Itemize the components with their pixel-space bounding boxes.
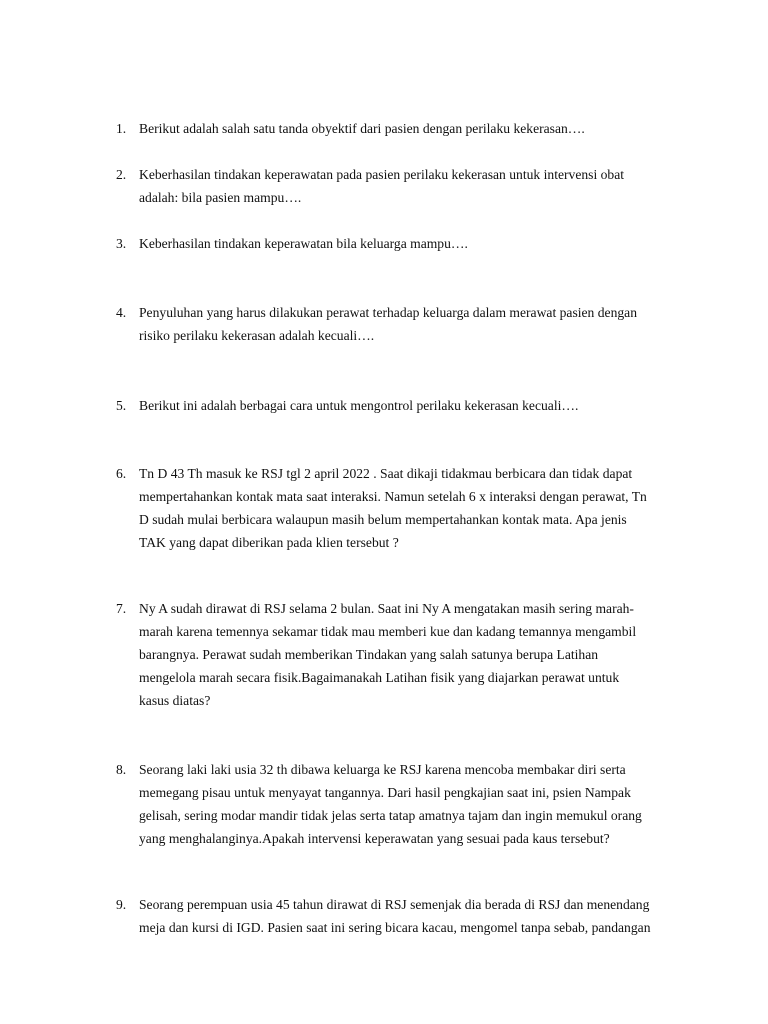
question-line: Berikut ini adalah berbagai cara untuk mengontrol perilaku kekerasan kecuali…. <box>139 398 579 413</box>
question-text <box>139 893 677 939</box>
question-line: Tn D 43 Th masuk ke RSJ tgl 2 april 2022 . Saat dikaji tidakmau berbicara dan tidak dapat <box>139 466 633 481</box>
question-line: D sudah mulai berbicara walaupun masih belum mempertahankan kontak mata. Apa jenis <box>139 512 627 527</box>
question-number: 3. <box>116 236 127 251</box>
question-text <box>139 758 677 850</box>
question-line: mengelola marah secara fisik.Bagaimanakah Latihan fisik yang diajarkan perawat untuk <box>139 670 620 685</box>
question-line: TAK yang dapat diberikan pada klien tersebut ? <box>139 535 399 550</box>
question-line: Penyuluhan yang harus dilakukan perawat terhadap keluarga dalam merawat pasien dengan <box>139 305 637 320</box>
question-line: adalah: bila pasien mampu…. <box>139 190 302 205</box>
question-line: barangnya. Perawat sudah memberikan Tindakan yang salah satunya berupa Latihan <box>139 647 599 662</box>
question-text <box>139 301 677 347</box>
question-line: mempertahankan kontak mata saat interaksi. Namun setelah 6 x interaksi dengan perawat, Tn <box>139 489 647 504</box>
question-number: 7. <box>116 601 127 616</box>
question-line: Keberhasilan tindakan keperawatan bila keluarga mampu…. <box>139 236 468 251</box>
question-number: 1. <box>116 121 127 136</box>
question-line: Ny A sudah dirawat di RSJ selama 2 bulan. Saat ini Ny A mengatakan masih sering marah- <box>139 601 634 616</box>
question-text <box>139 232 677 255</box>
question-line: meja dan kursi di IGD. Pasien saat ini sering bicara kacau, mengomel tanpa sebab, pandangan <box>139 920 651 935</box>
question-line: gelisah, sering modar mandir tidak jelas serta tatap amatnya tajam dan ingin memukul orang <box>139 808 642 823</box>
question-number: 9. <box>116 897 127 912</box>
question-text <box>139 597 677 712</box>
question-line: Seorang laki laki usia 32 th dibawa keluarga ke RSJ karena mencoba membakar diri serta <box>139 762 626 777</box>
question-number: 4. <box>116 305 127 320</box>
question-line: risiko perilaku kekerasan adalah kecuali…. <box>139 328 375 343</box>
question-line: Berikut adalah salah satu tanda obyektif dari pasien dengan perilaku kekerasan…. <box>139 121 585 136</box>
question-line: yang menghalanginya.Apakah intervensi keperawatan yang sesuai pada kaus tersebut? <box>139 831 610 846</box>
question-line: Seorang perempuan usia 45 tahun dirawat di RSJ semenjak dia berada di RSJ dan menendang <box>139 897 650 912</box>
question-number: 2. <box>116 167 127 182</box>
question-line: Keberhasilan tindakan keperawatan pada pasien perilaku kekerasan untuk intervensi obat <box>139 167 625 182</box>
question-line: marah karena temennya sekamar tidak mau memberi kue dan kadang temannya mengambil <box>139 624 637 639</box>
question-text <box>139 117 677 140</box>
question-text <box>139 163 677 209</box>
question-line: kasus diatas? <box>139 693 211 708</box>
question-number: 5. <box>116 398 127 413</box>
question-number: 8. <box>116 762 127 777</box>
question-line: memegang pisau untuk menyayat tangannya. Dari hasil pengkajian saat ini, psien Nampak <box>139 785 631 800</box>
question-text <box>139 462 677 554</box>
question-number: 6. <box>116 466 127 481</box>
question-text <box>139 394 677 417</box>
